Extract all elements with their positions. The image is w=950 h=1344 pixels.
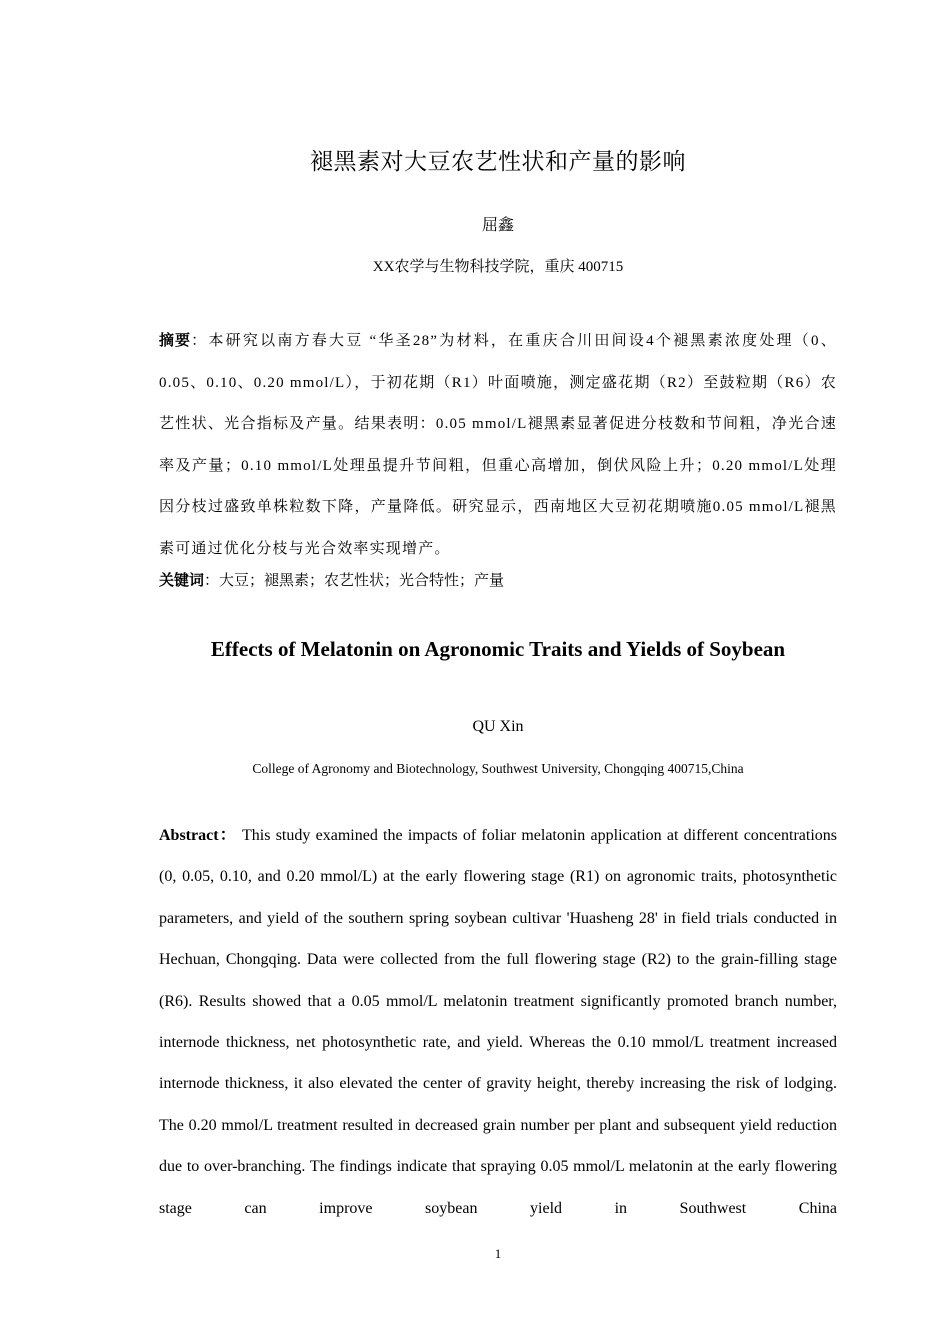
- chinese-keywords-label: 关键词: [159, 571, 205, 589]
- chinese-abstract-colon: ：: [191, 333, 209, 349]
- english-abstract: [159, 815, 837, 1230]
- english-abstract-text: This study examined the impacts of foliar melatonin application at different concentrations (0, 0.05, 0.10, and 0.20 mmol/L) at the early flowering stage (R1) on agronomic traits, photosynthetic parameters, and yield of the southern spring soybean cultivar 'Huasheng 28' in field trials conducted in Hechuan, Chongqing. Data were collected from the full flowering stage (R2) to the grain-filling stage (R6). Results showed that a 0.05 mmol/L melatonin treatment significantly promoted branch number, internode thickness, net photosynthetic rate, and yield. Whereas the 0.10 mmol/L treatment increased internode thickness, it also elevated the center of gravity height, thereby increasing the risk of lodging. The 0.20 mmol/L treatment resulted in decreased grain number per plant and subsequent yield reduction due to over-branching. The findings indicate that spraying 0.05 mmol/L melatonin at the early flowering stage can improve soybean yield in Southwest China: [159, 827, 837, 1217]
- chinese-keywords-colon: ：: [204, 571, 220, 589]
- english-abstract-colon: ：: [218, 827, 238, 844]
- chinese-title: 褪黑素对大豆农艺性状和产量的影响: [310, 149, 686, 175]
- english-author: QU Xin: [472, 718, 524, 735]
- chinese-affiliation: XX农学与生物科技学院，重庆 400715: [372, 259, 624, 275]
- chinese-abstract-label: 摘要: [159, 331, 192, 349]
- chinese-keywords-text: 大豆；褪黑素；农艺性状；光合特性；产量: [219, 571, 505, 589]
- english-affiliation: College of Agronomy and Biotechnology, Southwest University, Chongqing 400715,China: [252, 761, 744, 776]
- chinese-abstract: [159, 320, 837, 570]
- chinese-author: 屈鑫: [481, 215, 514, 234]
- chinese-abstract-text: 本研究以南方春大豆 “华圣28”为材料，在重庆合川田间设4个褪黑素浓度处理（0、0.05、0.10、0.20 mmol/L），于初花期（R1）叶面喷施，测定盛花期（R2）至鼓粒期（R6）农艺性状、光合指标及产量。结果表明：0.05 mmol/L褪黑素显著促进分枝数和节间粗，净光合速率及产量；0.10 mmol/L处理虽提升节间粗，但重心高增加，倒伏风险上升；0.20 mmol/L处理因分枝过盛致单株粒数下降，产量降低。研究显示，西南地区大豆初花期喷施0.05 mmol/L褪黑素可通过优化分枝与光合效率实现增产。: [159, 333, 837, 557]
- english-abstract-label: Abstract: [159, 827, 219, 844]
- english-title: Effects of Melatonin on Agronomic Traits and Yields of Soybean: [210, 637, 786, 661]
- chinese-keywords: [159, 569, 837, 590]
- page-number: 1: [494, 1246, 502, 1261]
